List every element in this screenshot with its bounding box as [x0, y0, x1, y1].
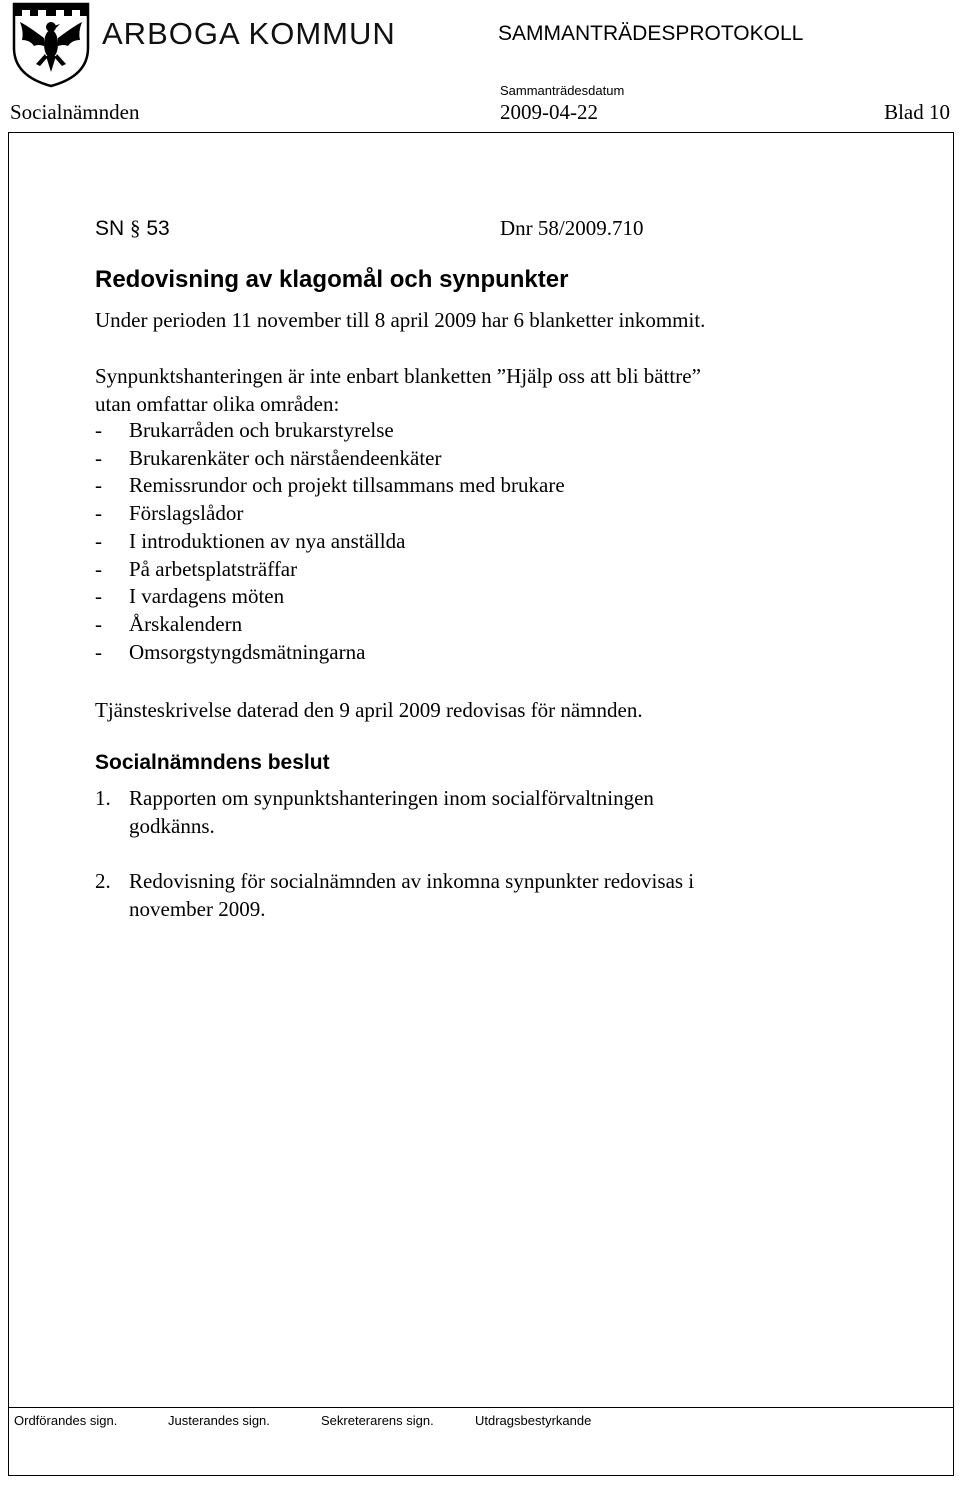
decision-number: 2.	[95, 869, 111, 893]
intro-line-2: utan omfattar olika områden:	[95, 392, 340, 416]
list-item: - På arbetsplatsträffar	[95, 556, 298, 581]
intro-line-1: Synpunktshanteringen är inte enbart blanketten ”Hjälp oss att bli bättre”	[95, 364, 701, 388]
adjuster-signature-label: Justerandes sign.	[168, 1413, 270, 1428]
decision-text: Redovisning för socialnämnden av inkomna synpunkter redovisas i november 2009.	[129, 869, 695, 921]
list-item: - Brukarenkäter och närståendeenkäter	[95, 445, 442, 470]
list-item: - I introduktionen av nya anställda	[95, 528, 406, 553]
decision-heading: Socialnämndens beslut	[95, 751, 330, 774]
paragraph-symbol: §	[130, 216, 141, 240]
list-item: - Förslagslådor	[95, 501, 244, 526]
case-title: Redovisning av klagomål och synpunkter	[95, 266, 569, 293]
organization-name: ARBOGA KOMMUN	[102, 16, 396, 51]
committee-name: Socialnämnden	[10, 100, 140, 124]
meeting-date: 2009-04-22	[500, 100, 598, 124]
intro-paragraph	[95, 362, 701, 418]
period-summary: Under perioden 11 november till 8 april 2009 har 6 blanketter inkommit.	[95, 308, 706, 332]
document-type: SAMMANTRÄDESPROTOKOLL	[498, 22, 804, 45]
sheet-number: Blad 10	[884, 100, 950, 124]
list-item: - Remissrundor och projekt tillsammans med brukare	[95, 473, 565, 498]
municipal-crest-icon	[10, 0, 92, 88]
report-statement: Tjänsteskrivelse daterad den 9 april 2009 redovisas för nämnden.	[95, 698, 643, 722]
meeting-date-label: Sammanträdesdatum	[500, 83, 625, 98]
paragraph-number: 53	[146, 217, 170, 240]
list-item: - Årskalendern	[95, 611, 243, 636]
list-item: - Brukarråden och brukarstyrelse	[95, 418, 394, 442]
paragraph-prefix: SN	[95, 217, 125, 240]
chair-signature-label: Ordförandes sign.	[14, 1413, 118, 1428]
list-item: - Omsorgstyngdsmätningarna	[95, 639, 366, 664]
secretary-signature-label: Sekreterarens sign.	[321, 1413, 434, 1428]
decision-number: 1.	[95, 786, 111, 810]
decision-text: Rapporten om synpunktshanteringen inom socialförvaltningen godkänns.	[129, 786, 654, 838]
paragraph-reference	[95, 216, 170, 241]
list-item: - I vardagens möten	[95, 584, 285, 609]
certified-extract-label: Utdragsbestyrkande	[475, 1413, 592, 1428]
feedback-channels-list	[95, 417, 565, 666]
registration-number: Dnr 58/2009.710	[500, 216, 644, 240]
